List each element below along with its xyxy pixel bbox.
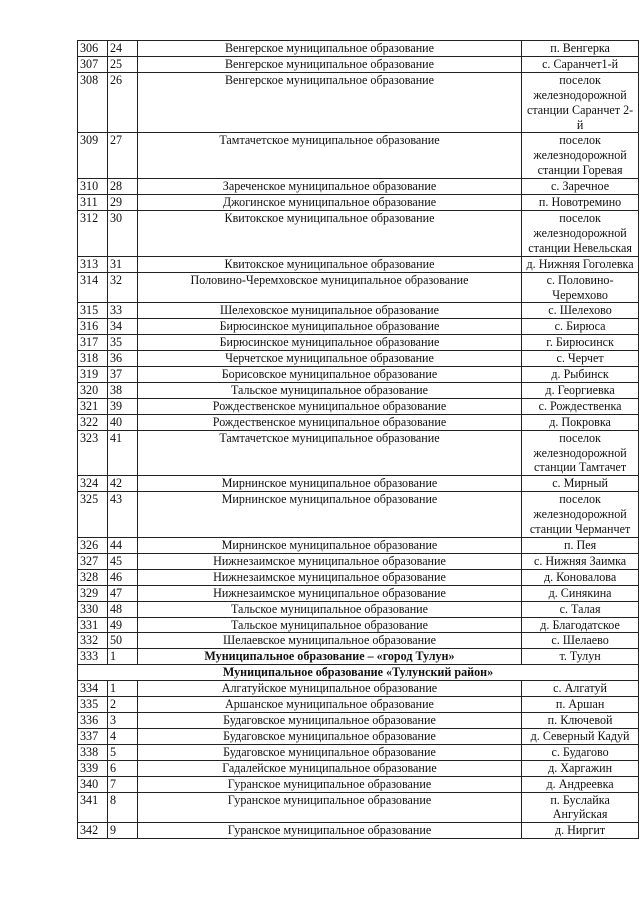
municipality-name: Джогинское муниципальное образование bbox=[137, 195, 521, 211]
settlement-name: поселок железнодорожной станции Невельская bbox=[522, 210, 639, 256]
row-number: 316 bbox=[78, 319, 108, 335]
local-number: 43 bbox=[107, 492, 137, 538]
local-number: 33 bbox=[107, 303, 137, 319]
row-number: 323 bbox=[78, 430, 108, 476]
settlement-name: с. Шелаево bbox=[522, 633, 639, 649]
table-row bbox=[78, 398, 639, 414]
municipality-name: Рождественское муниципальное образование bbox=[137, 414, 521, 430]
settlement-name: п. Буслайка Ангуйская bbox=[522, 792, 639, 823]
municipality-name: Мирнинское муниципальное образование bbox=[137, 538, 521, 554]
settlement-name: д. Харгажин bbox=[522, 760, 639, 776]
row-number: 337 bbox=[78, 728, 108, 744]
table-row bbox=[78, 492, 639, 538]
settlement-name: поселок железнодорожной станции Тамтачет bbox=[522, 430, 639, 476]
table-row bbox=[78, 760, 639, 776]
local-number: 27 bbox=[107, 133, 137, 179]
settlement-name: с. Шелехово bbox=[522, 303, 639, 319]
settlement-name: д. Северный Кадуй bbox=[522, 728, 639, 744]
row-number: 339 bbox=[78, 760, 108, 776]
local-number: 28 bbox=[107, 179, 137, 195]
municipality-name: Мирнинское муниципальное образование bbox=[137, 492, 521, 538]
local-number: 29 bbox=[107, 195, 137, 211]
settlement-name: д. Георгиевка bbox=[522, 382, 639, 398]
table-row bbox=[78, 430, 639, 476]
settlement-name: г. Бирюсинск bbox=[522, 335, 639, 351]
local-number: 41 bbox=[107, 430, 137, 476]
municipality-name: Шелаевское муниципальное образование bbox=[137, 633, 521, 649]
municipality-name: Тальское муниципальное образование bbox=[137, 601, 521, 617]
row-number: 317 bbox=[78, 335, 108, 351]
municipality-name: Гуранское муниципальное образование bbox=[137, 823, 521, 839]
row-number: 331 bbox=[78, 617, 108, 633]
local-number: 4 bbox=[107, 728, 137, 744]
table-row bbox=[78, 414, 639, 430]
row-number: 311 bbox=[78, 195, 108, 211]
settlement-name: п. Аршан bbox=[522, 697, 639, 713]
municipality-name: Квитокское муниципальное образование bbox=[137, 256, 521, 272]
local-number: 34 bbox=[107, 319, 137, 335]
row-number: 341 bbox=[78, 792, 108, 823]
table-row bbox=[78, 585, 639, 601]
municipality-name: Бирюсинское муниципальное образование bbox=[137, 319, 521, 335]
table-row bbox=[78, 303, 639, 319]
table-row bbox=[78, 72, 639, 133]
settlement-name: с. Талая bbox=[522, 601, 639, 617]
table-row bbox=[78, 712, 639, 728]
local-number: 37 bbox=[107, 367, 137, 383]
row-number: 342 bbox=[78, 823, 108, 839]
settlement-name: с. Заречное bbox=[522, 179, 639, 195]
municipality-name: Рождественское муниципальное образование bbox=[137, 398, 521, 414]
row-number: 319 bbox=[78, 367, 108, 383]
local-number: 30 bbox=[107, 210, 137, 256]
municipality-name: Бирюсинское муниципальное образование bbox=[137, 335, 521, 351]
row-number: 308 bbox=[78, 72, 108, 133]
row-number: 320 bbox=[78, 382, 108, 398]
row-number: 325 bbox=[78, 492, 108, 538]
settlement-name: с. Половино-Черемхово bbox=[522, 272, 639, 303]
local-number: 36 bbox=[107, 351, 137, 367]
municipality-name: Аршанское муниципальное образование bbox=[137, 697, 521, 713]
row-number: 330 bbox=[78, 601, 108, 617]
local-number: 24 bbox=[107, 41, 137, 57]
table-row bbox=[78, 823, 639, 839]
settlement-name: с. Саранчет1-й bbox=[522, 56, 639, 72]
local-number: 1 bbox=[107, 649, 137, 665]
municipality-name: Венгерское муниципальное образование bbox=[137, 41, 521, 57]
row-number: 338 bbox=[78, 744, 108, 760]
municipality-name: Гадалейское муниципальное образование bbox=[137, 760, 521, 776]
table-row bbox=[78, 41, 639, 57]
municipality-name: Тальское муниципальное образование bbox=[137, 382, 521, 398]
row-number: 324 bbox=[78, 476, 108, 492]
municipality-name: Будаговское муниципальное образование bbox=[137, 712, 521, 728]
settlement-name: д. Коновалова bbox=[522, 569, 639, 585]
local-number: 48 bbox=[107, 601, 137, 617]
row-number: 321 bbox=[78, 398, 108, 414]
row-number: 335 bbox=[78, 697, 108, 713]
table-row bbox=[78, 776, 639, 792]
municipality-name: Нижнезаимское муниципальное образование bbox=[137, 585, 521, 601]
local-number: 7 bbox=[107, 776, 137, 792]
settlement-name: п. Пея bbox=[522, 538, 639, 554]
local-number: 3 bbox=[107, 712, 137, 728]
table-row bbox=[78, 569, 639, 585]
table-row bbox=[78, 351, 639, 367]
local-number: 38 bbox=[107, 382, 137, 398]
table-row bbox=[78, 617, 639, 633]
municipality-name: Зареченское муниципальное образование bbox=[137, 179, 521, 195]
table-row bbox=[78, 319, 639, 335]
table-row bbox=[78, 367, 639, 383]
municipality-name: Черчетское муниципальное образование bbox=[137, 351, 521, 367]
settlement-name: с. Черчет bbox=[522, 351, 639, 367]
table-row bbox=[78, 256, 639, 272]
table-row bbox=[78, 210, 639, 256]
local-number: 45 bbox=[107, 553, 137, 569]
table-row bbox=[78, 633, 639, 649]
local-number: 25 bbox=[107, 56, 137, 72]
row-number: 306 bbox=[78, 41, 108, 57]
table-row bbox=[78, 476, 639, 492]
table-row bbox=[78, 697, 639, 713]
municipality-name: Муниципальное образование – «город Тулун» bbox=[137, 649, 521, 665]
municipality-name: Борисовское муниципальное образование bbox=[137, 367, 521, 383]
row-number: 328 bbox=[78, 569, 108, 585]
local-number: 50 bbox=[107, 633, 137, 649]
local-number: 6 bbox=[107, 760, 137, 776]
settlement-name: д. Благодатское bbox=[522, 617, 639, 633]
local-number: 35 bbox=[107, 335, 137, 351]
municipality-name: Будаговское муниципальное образование bbox=[137, 728, 521, 744]
local-number: 5 bbox=[107, 744, 137, 760]
table-row bbox=[78, 272, 639, 303]
table-row bbox=[78, 601, 639, 617]
table-row bbox=[78, 792, 639, 823]
row-number: 336 bbox=[78, 712, 108, 728]
municipality-name: Гуранское муниципальное образование bbox=[137, 776, 521, 792]
row-number: 310 bbox=[78, 179, 108, 195]
settlement-name: поселок железнодорожной станции Черманчет bbox=[522, 492, 639, 538]
settlement-name: т. Тулун bbox=[522, 649, 639, 665]
municipality-name: Алгатуйское муниципальное образование bbox=[137, 681, 521, 697]
row-number: 312 bbox=[78, 210, 108, 256]
local-number: 8 bbox=[107, 792, 137, 823]
settlement-name: д. Ниргит bbox=[522, 823, 639, 839]
municipality-name: Шелеховское муниципальное образование bbox=[137, 303, 521, 319]
settlement-name: п. Ключевой bbox=[522, 712, 639, 728]
settlement-name: с. Нижняя Заимка bbox=[522, 553, 639, 569]
local-number: 47 bbox=[107, 585, 137, 601]
local-number: 44 bbox=[107, 538, 137, 554]
municipality-name: Венгерское муниципальное образование bbox=[137, 56, 521, 72]
row-number: 326 bbox=[78, 538, 108, 554]
section-header-row bbox=[78, 665, 639, 681]
settlement-name: поселок железнодорожной станции Саранчет 2-й bbox=[522, 72, 639, 133]
municipality-name: Тальское муниципальное образование bbox=[137, 617, 521, 633]
row-number: 315 bbox=[78, 303, 108, 319]
settlement-name: с. Будагово bbox=[522, 744, 639, 760]
settlement-name: с. Бирюса bbox=[522, 319, 639, 335]
settlements-table bbox=[77, 40, 639, 839]
municipality-name: Половино-Черемховское муниципальное образование bbox=[137, 272, 521, 303]
table-row bbox=[78, 195, 639, 211]
row-number: 332 bbox=[78, 633, 108, 649]
municipality-name: Будаговское муниципальное образование bbox=[137, 744, 521, 760]
row-number: 309 bbox=[78, 133, 108, 179]
local-number: 9 bbox=[107, 823, 137, 839]
settlement-name: с. Алгатуй bbox=[522, 681, 639, 697]
row-number: 307 bbox=[78, 56, 108, 72]
local-number: 31 bbox=[107, 256, 137, 272]
settlement-name: д. Синякина bbox=[522, 585, 639, 601]
row-number: 318 bbox=[78, 351, 108, 367]
table-row bbox=[78, 553, 639, 569]
table-row bbox=[78, 728, 639, 744]
settlement-name: п. Новотремино bbox=[522, 195, 639, 211]
table-row bbox=[78, 179, 639, 195]
local-number: 42 bbox=[107, 476, 137, 492]
municipality-name: Тамтачетское муниципальное образование bbox=[137, 430, 521, 476]
local-number: 46 bbox=[107, 569, 137, 585]
settlement-name: с. Мирный bbox=[522, 476, 639, 492]
table-row bbox=[78, 56, 639, 72]
municipality-name: Нижнезаимское муниципальное образование bbox=[137, 553, 521, 569]
settlement-name: поселок железнодорожной станции Горевая bbox=[522, 133, 639, 179]
table-row bbox=[78, 538, 639, 554]
local-number: 2 bbox=[107, 697, 137, 713]
table-row bbox=[78, 382, 639, 398]
municipality-name: Квитокское муниципальное образование bbox=[137, 210, 521, 256]
table-row bbox=[78, 335, 639, 351]
section-header: Муниципальное образование «Тулунский район» bbox=[78, 665, 639, 681]
row-number: 313 bbox=[78, 256, 108, 272]
settlement-name: п. Венгерка bbox=[522, 41, 639, 57]
municipality-name: Нижнезаимское муниципальное образование bbox=[137, 569, 521, 585]
table-row bbox=[78, 744, 639, 760]
local-number: 1 bbox=[107, 681, 137, 697]
row-number: 329 bbox=[78, 585, 108, 601]
municipality-name: Тамтачетское муниципальное образование bbox=[137, 133, 521, 179]
settlement-name: д. Андреевка bbox=[522, 776, 639, 792]
settlement-name: с. Рождественка bbox=[522, 398, 639, 414]
municipality-name: Мирнинское муниципальное образование bbox=[137, 476, 521, 492]
local-number: 40 bbox=[107, 414, 137, 430]
settlement-name: д. Покровка bbox=[522, 414, 639, 430]
table-row bbox=[78, 681, 639, 697]
settlement-name: д. Нижняя Гоголевка bbox=[522, 256, 639, 272]
table-row bbox=[78, 133, 639, 179]
table-body bbox=[78, 41, 639, 839]
local-number: 32 bbox=[107, 272, 137, 303]
local-number: 49 bbox=[107, 617, 137, 633]
municipality-name: Гуранское муниципальное образование bbox=[137, 792, 521, 823]
local-number: 39 bbox=[107, 398, 137, 414]
row-number: 340 bbox=[78, 776, 108, 792]
local-number: 26 bbox=[107, 72, 137, 133]
row-number: 333 bbox=[78, 649, 108, 665]
settlement-name: д. Рыбинск bbox=[522, 367, 639, 383]
row-number: 334 bbox=[78, 681, 108, 697]
municipality-name: Венгерское муниципальное образование bbox=[137, 72, 521, 133]
row-number: 314 bbox=[78, 272, 108, 303]
row-number: 322 bbox=[78, 414, 108, 430]
table-row bbox=[78, 649, 639, 665]
row-number: 327 bbox=[78, 553, 108, 569]
